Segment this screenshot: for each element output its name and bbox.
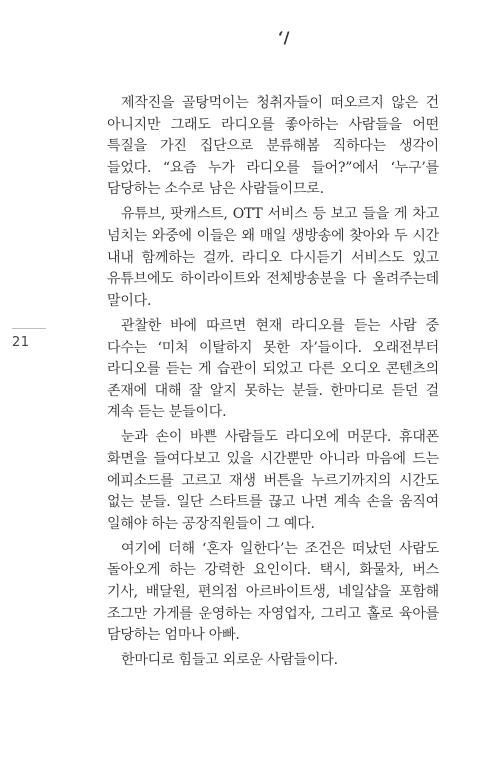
header-ornament: ʻ/ [278, 28, 290, 47]
page-number-rule [12, 328, 46, 329]
paragraph: 한마디로 힘들고 외로운 사람들이다. [121, 652, 338, 669]
paragraph: 여기에 더해 ‘혼자 일한다’는 조건은 떠났던 사람도 돌아오게 하는 강력한 요인이다. 택시, 화물차, 버스 기사, 배달원, 편의점 아르바이트생, 네일샵을 포함해 조그만 가게를 운영하는 자영업자, 그리고 홀로 육아를 담당하는 엄마나 아빠. [107, 540, 439, 644]
paragraph: 눈과 손이 바쁜 사람들도 라디오에 머문다. 휴대폰 화면을 들여다보고 있을 시간뿐만 아니라 마음에 드는 에피소드를 고르고 재생 버튼을 누르기까지의 시간도 없는 분들. 일단 스타트를 끊고 나면 계속 손을 움직여 일해야 하는 공장직원들이 그 예다. [107, 429, 439, 532]
body-text [107, 93, 439, 672]
paragraph: 유튜브, 팟캐스트, OTT 서비스 등 보고 들을 게 차고 넘치는 와중에 이들은 왜 매일 생방송에 찾아와 두 시간 내내 함께하는 걸까. 라디오 다시듣기 서비스도 있고 유튜브에도 하이라이트와 전체방송분을 다 올려주는데 말이다. [107, 206, 439, 309]
page-number-block [12, 328, 46, 350]
paragraph: 제작진을 골탕먹이는 청취자들이 떠오르지 않은 건 아니지만 그래도 라디오를 좋아하는 사람들을 어떤 특질을 가진 집단으로 분류해봄 직하다는 생각이 들었다. “요즘 누가 라디오를 들어?”에서 ‘누구’를 담당하는 소수로 남은 사람들이므로. [107, 95, 439, 198]
paragraph: 관찰한 바에 따르면 현재 라디오를 듣는 사람 중 다수는 ‘미처 이탈하지 못한 자’들이다. 오래전부터 라디오를 듣는 게 습관이 되었고 다른 오디오 콘텐츠의 존재에 대해 잘 알지 못하는 분들. 한마디로 듣던 걸 계속 듣는 분들이다. [107, 317, 439, 421]
page-number: 21 [12, 335, 30, 350]
